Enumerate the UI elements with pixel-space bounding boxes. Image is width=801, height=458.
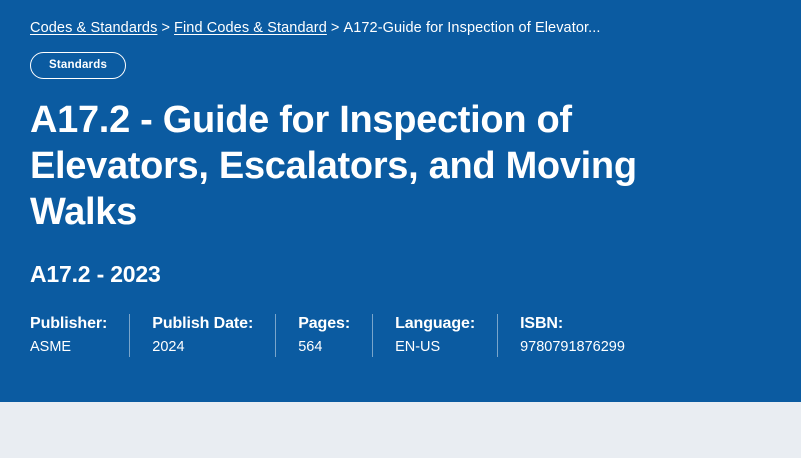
content-strip bbox=[0, 402, 801, 458]
metadata-publisher-value: ASME bbox=[30, 339, 72, 355]
breadcrumb-item-codes-standards[interactable]: Codes & Standards bbox=[30, 20, 158, 36]
page-title: A17.2 - Guide for Inspection of Elevators, Escalators, and Moving Walks bbox=[30, 99, 637, 233]
metadata-publish-date-label: Publish Date: bbox=[152, 315, 254, 332]
status-badge: Standards bbox=[30, 52, 126, 79]
metadata-publisher-label: Publisher: bbox=[30, 315, 108, 332]
badge-row bbox=[30, 52, 771, 79]
metadata-isbn-value: 9780791876299 bbox=[520, 339, 625, 355]
metadata-isbn-label: ISBN: bbox=[520, 315, 564, 332]
metadata-isbn bbox=[497, 314, 647, 357]
breadcrumb-item-find-codes-standard[interactable]: Find Codes & Standard bbox=[174, 20, 327, 36]
breadcrumb-separator: > bbox=[330, 20, 340, 36]
metadata-pages bbox=[275, 314, 372, 357]
breadcrumb bbox=[30, 18, 771, 38]
breadcrumb-separator: > bbox=[161, 20, 171, 36]
breadcrumb-item-current: A172-Guide for Inspection of Elevator... bbox=[343, 20, 601, 36]
metadata-pages-value: 564 bbox=[298, 339, 323, 355]
document-designation: A17.2 - 2023 bbox=[30, 261, 161, 287]
document-metadata bbox=[30, 314, 771, 357]
metadata-pages-label: Pages: bbox=[298, 315, 351, 332]
metadata-publisher bbox=[30, 314, 129, 357]
metadata-language bbox=[372, 314, 497, 357]
metadata-publish-date-value: 2024 bbox=[152, 339, 185, 355]
metadata-language-label: Language: bbox=[395, 315, 476, 332]
metadata-language-value: EN-US bbox=[395, 339, 441, 355]
metadata-publish-date bbox=[129, 314, 275, 357]
